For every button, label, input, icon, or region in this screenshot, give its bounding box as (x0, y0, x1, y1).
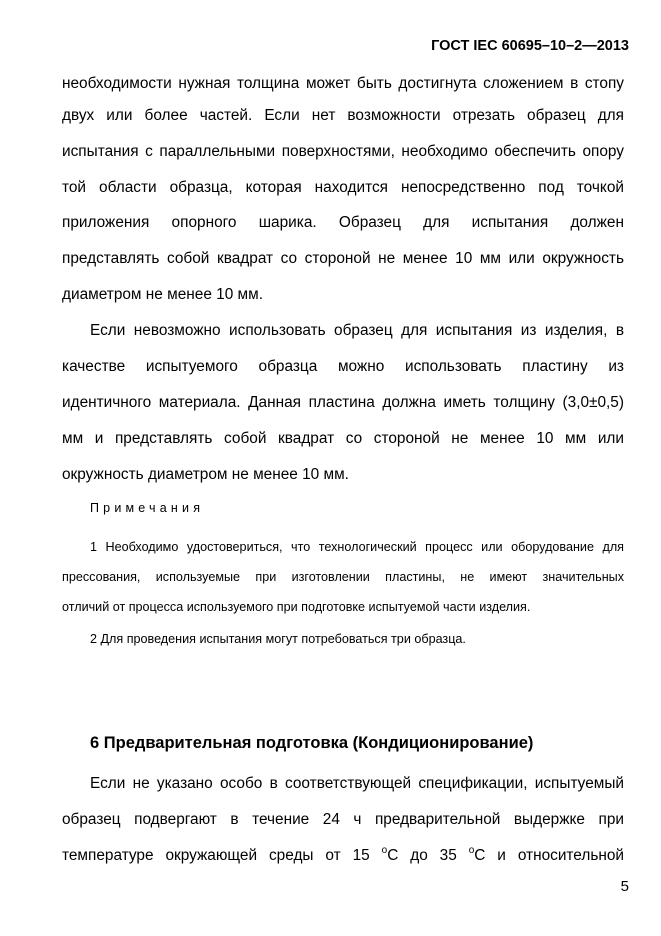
paragraph1-line: представлять собой квадрат со стороной не менее 10 мм или окружность (62, 250, 624, 267)
degree-symbol: о (468, 845, 475, 856)
paragraph1-line: приложения опорного шарика. Образец для испытания должен (62, 214, 624, 231)
paragraph1-line: испытания с параллельными поверхностями, необходимо обеспечить опору (62, 143, 624, 160)
paragraph2-line: окружность диаметром не менее 10 мм. (62, 466, 349, 483)
note1-line: прессования, используемые при изготовлении пластины, не имеют значительных (62, 570, 624, 584)
section-heading: 6 Предварительная подготовка (Кондиционирование) (90, 734, 534, 752)
paragraph2-line: качестве испытуемого образца можно использовать пластину из (62, 358, 624, 375)
paragraph1-line: двух или более частей. Если нет возможности отрезать образец для (62, 107, 624, 124)
note1-line: отличий от процесса используемого при подготовке испытуемой части изделия. (62, 600, 531, 614)
section6-text-part: С и относительной (474, 847, 625, 864)
note2-line: 2 Для проведения испытания могут потребоваться три образца. (90, 632, 466, 646)
section6-line: образец подвергают в течение 24 ч предварительной выдержке при (62, 811, 624, 828)
paragraph1-line: необходимости нужная толщина может быть достигнута сложением в стопу (62, 75, 624, 92)
note1-line: 1 Необходимо удостовериться, что технологический процесс или оборудование для (90, 540, 624, 554)
section6-text-part: температуре окружающей среды от 15 (62, 847, 370, 864)
paragraph1-line: той области образца, которая находится непосредственно под точкой (62, 179, 624, 196)
notes-title: Примечания (90, 501, 205, 515)
document-code-header: ГОСТ IEC 60695–10–2—2013 (431, 38, 629, 54)
paragraph2-line: идентичного материала. Данная пластина должна иметь толщину (3,0±0,5) (62, 394, 624, 411)
paragraph2-line: Если невозможно использовать образец для испытания из изделия, в (90, 322, 624, 339)
section6-text-part: С до 35 (387, 847, 457, 864)
section6-line-with-temperatures (62, 847, 624, 865)
page-number: 5 (620, 878, 629, 895)
paragraph2-line: мм и представлять собой квадрат со стороной не менее 10 мм или (62, 430, 624, 447)
section6-line: Если не указано особо в соответствующей спецификации, испытуемый (90, 775, 624, 792)
degree-symbol: о (381, 845, 388, 856)
paragraph1-line: диаметром не менее 10 мм. (62, 286, 263, 303)
